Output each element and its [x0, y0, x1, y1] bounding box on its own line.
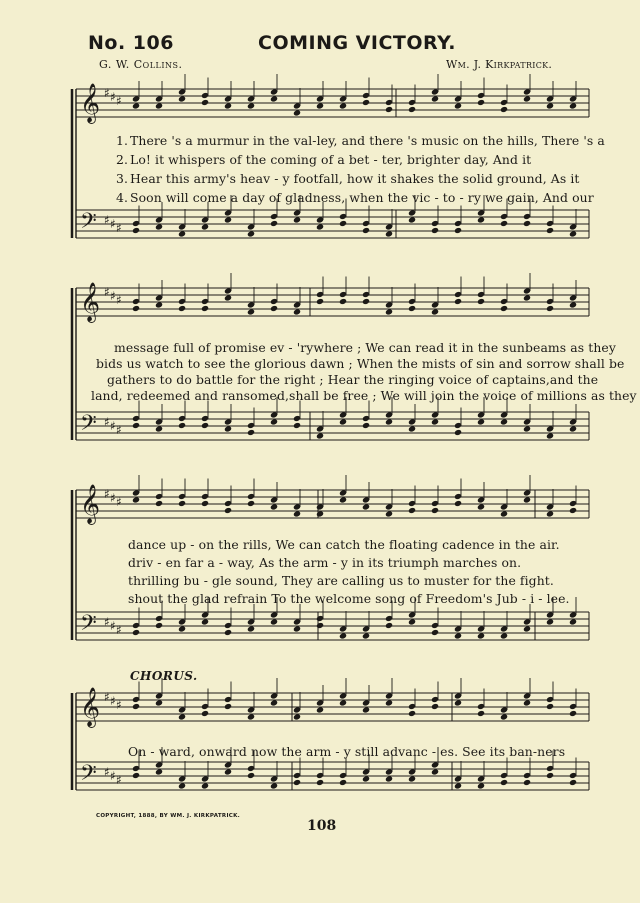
bass-clef-icon: 𝄢 — [80, 761, 97, 791]
note-head — [454, 298, 462, 305]
note-head — [270, 220, 278, 227]
note-head — [339, 102, 347, 109]
note-head — [408, 775, 416, 782]
sharp-icon: ♯ — [116, 698, 122, 712]
note-head — [500, 713, 508, 720]
note-head — [477, 503, 485, 510]
note-head — [546, 510, 554, 517]
note-head — [293, 625, 301, 632]
note-head — [316, 223, 324, 230]
note-head — [523, 496, 531, 503]
lyric-line: shout the glad refrain To the welcome song of Freedom's Jub - i - lee. — [128, 591, 570, 606]
note-head — [316, 622, 324, 629]
note-head — [339, 779, 347, 786]
note-head — [247, 429, 255, 436]
note-head — [132, 305, 140, 312]
composer-credit: Wm. J. Kirkpatrick. — [446, 58, 553, 71]
note-head — [569, 301, 577, 308]
bass-clef-icon: 𝄢 — [80, 209, 97, 239]
note-head — [546, 618, 554, 625]
note-head — [431, 227, 439, 234]
note-head — [201, 500, 209, 507]
note-head — [523, 425, 531, 432]
note-head — [247, 500, 255, 507]
treble-clef-icon: 𝄞 — [80, 484, 101, 524]
note-head — [224, 629, 232, 636]
sharp-icon: ♯ — [116, 94, 122, 108]
sharp-icon: ♯ — [110, 694, 116, 708]
note-head — [477, 418, 485, 425]
note-head — [339, 632, 347, 639]
note-head — [224, 768, 232, 775]
sharp-icon: ♯ — [110, 289, 116, 303]
note-head — [500, 106, 508, 113]
note-head — [523, 699, 531, 706]
note-head — [178, 625, 186, 632]
note-head — [431, 418, 439, 425]
note-head — [408, 106, 416, 113]
note-head — [477, 298, 485, 305]
note-head — [247, 713, 255, 720]
note-head — [270, 782, 278, 789]
note-head — [155, 301, 163, 308]
note-head — [569, 425, 577, 432]
hymn-number: No. 106 — [88, 32, 174, 54]
note-head — [293, 308, 301, 315]
chorus-label: CHORUS. — [130, 669, 198, 683]
note-head — [431, 629, 439, 636]
note-head — [132, 496, 140, 503]
note-head — [178, 422, 186, 429]
note-head — [362, 422, 370, 429]
note-head — [224, 294, 232, 301]
note-head — [385, 510, 393, 517]
note-head — [201, 782, 209, 789]
note-head — [477, 99, 485, 106]
note-head — [293, 422, 301, 429]
sharp-icon: ♯ — [110, 769, 116, 783]
note-head — [247, 308, 255, 315]
note-head — [224, 507, 232, 514]
note-head — [385, 418, 393, 425]
note-head — [385, 230, 393, 237]
note-head — [316, 298, 324, 305]
note-head — [293, 713, 301, 720]
note-head — [339, 496, 347, 503]
note-head — [316, 510, 324, 517]
note-head — [362, 298, 370, 305]
note-head — [247, 625, 255, 632]
note-head — [132, 227, 140, 234]
sharp-icon: ♯ — [116, 293, 122, 307]
note-head — [362, 632, 370, 639]
note-head — [454, 500, 462, 507]
note-head — [201, 305, 209, 312]
page-number: 108 — [307, 818, 337, 834]
note-head — [362, 775, 370, 782]
note-head — [454, 102, 462, 109]
note-head — [316, 706, 324, 713]
note-head — [155, 425, 163, 432]
note-head — [385, 699, 393, 706]
sharp-icon: ♯ — [104, 213, 110, 227]
note-head — [500, 418, 508, 425]
sharp-icon: ♯ — [104, 86, 110, 100]
note-head — [431, 768, 439, 775]
treble-clef-icon: 𝄞 — [80, 687, 101, 727]
note-head — [247, 102, 255, 109]
note-head — [316, 432, 324, 439]
note-head — [477, 782, 485, 789]
bass-clef-icon: 𝄢 — [80, 611, 97, 641]
note-head — [224, 102, 232, 109]
note-head — [155, 223, 163, 230]
lyric-line: dance up - on the rills, We can catch the floating cadence in the air. — [128, 537, 560, 552]
note-head — [569, 779, 577, 786]
note-head — [431, 95, 439, 102]
sharp-icon: ♯ — [104, 765, 110, 779]
note-head — [362, 503, 370, 510]
sharp-icon: ♯ — [110, 90, 116, 104]
note-head — [523, 95, 531, 102]
note-head — [523, 625, 531, 632]
note-head — [178, 230, 186, 237]
note-head — [293, 109, 301, 116]
author-credit: G. W. Collins. — [99, 58, 183, 71]
note-head — [178, 782, 186, 789]
lyric-line: driv - en far a - way, As the arm - y in its triumph marches on. — [128, 555, 522, 570]
lyric-line: 2. Lo! it whispers of the coming of a bet - ter, brighter day, And it — [116, 152, 532, 167]
note-head — [569, 618, 577, 625]
lyric-line: gathers to do battle for the right ; Hear the ringing voice of captains,and the — [107, 372, 599, 387]
lyric-line: 4. Soon will come a day of gladness, when the vic - to - ry we gain, And our — [116, 190, 594, 205]
note-head — [500, 779, 508, 786]
note-head — [454, 429, 462, 436]
note-head — [178, 95, 186, 102]
note-head — [132, 422, 140, 429]
note-head — [270, 699, 278, 706]
note-head — [385, 308, 393, 315]
bass-clef-icon: 𝄢 — [80, 411, 97, 441]
note-head — [523, 220, 531, 227]
sharp-icon: ♯ — [110, 217, 116, 231]
note-head — [546, 305, 554, 312]
lyric-line: 3. Hear this army's heav - y footfall, how it shakes the solid ground, As it — [116, 171, 580, 186]
note-head — [155, 102, 163, 109]
copyright-notice: COPYRIGHT, 1888, BY WM. J. KIRKPATRICK. — [96, 813, 241, 819]
sharp-icon: ♯ — [104, 487, 110, 501]
note-head — [408, 425, 416, 432]
note-head — [408, 216, 416, 223]
note-head — [316, 102, 324, 109]
note-head — [569, 507, 577, 514]
note-head — [132, 102, 140, 109]
treble-clef-icon: 𝄞 — [80, 282, 101, 322]
sharp-icon: ♯ — [104, 615, 110, 629]
note-head — [385, 622, 393, 629]
note-head — [454, 227, 462, 234]
note-head — [224, 216, 232, 223]
note-head — [224, 425, 232, 432]
note-head — [408, 305, 416, 312]
sharp-icon: ♯ — [116, 423, 122, 437]
sharp-icon: ♯ — [110, 619, 116, 633]
note-head — [546, 432, 554, 439]
note-head — [546, 102, 554, 109]
note-head — [293, 779, 301, 786]
note-head — [454, 782, 462, 789]
lyric-line: bids us watch to see the glorious dawn ; When the mists of sin and sorrow shall be — [96, 356, 625, 371]
note-head — [546, 227, 554, 234]
sharp-icon: ♯ — [110, 419, 116, 433]
hymn-title: COMING VICTORY. — [258, 32, 456, 54]
note-head — [155, 500, 163, 507]
note-head — [431, 308, 439, 315]
note-head — [500, 510, 508, 517]
sharp-icon: ♯ — [104, 415, 110, 429]
note-head — [339, 418, 347, 425]
note-head — [408, 618, 416, 625]
note-head — [339, 298, 347, 305]
note-head — [224, 703, 232, 710]
note-head — [201, 422, 209, 429]
lyric-line: thrilling bu - gle sound, They are calling us to muster for the fight. — [128, 573, 554, 588]
note-head — [523, 779, 531, 786]
note-head — [201, 618, 209, 625]
note-head — [155, 622, 163, 629]
note-head — [201, 223, 209, 230]
note-head — [339, 220, 347, 227]
sharp-icon: ♯ — [104, 285, 110, 299]
note-head — [385, 106, 393, 113]
note-head — [132, 629, 140, 636]
note-head — [270, 418, 278, 425]
note-head — [155, 699, 163, 706]
note-head — [270, 503, 278, 510]
note-head — [270, 95, 278, 102]
note-head — [385, 775, 393, 782]
note-head — [431, 703, 439, 710]
note-head — [201, 710, 209, 717]
note-head — [500, 305, 508, 312]
note-head — [132, 703, 140, 710]
note-head — [500, 220, 508, 227]
sharp-icon: ♯ — [104, 690, 110, 704]
note-head — [293, 216, 301, 223]
sharp-icon: ♯ — [116, 495, 122, 509]
note-head — [569, 102, 577, 109]
note-head — [339, 699, 347, 706]
note-head — [362, 99, 370, 106]
treble-clef-icon: 𝄞 — [80, 83, 101, 123]
note-head — [155, 768, 163, 775]
note-head — [454, 699, 462, 706]
note-head — [408, 507, 416, 514]
sharp-icon: ♯ — [116, 221, 122, 235]
note-head — [431, 507, 439, 514]
note-head — [201, 99, 209, 106]
note-head — [316, 779, 324, 786]
note-head — [477, 216, 485, 223]
note-head — [362, 227, 370, 234]
note-head — [178, 713, 186, 720]
lyric-line: 1. There 's a murmur in the val-ley, and there 's music on the hills, There 's a — [116, 133, 605, 148]
note-head — [454, 632, 462, 639]
note-head — [178, 500, 186, 507]
note-head — [569, 230, 577, 237]
note-head — [270, 618, 278, 625]
note-head — [247, 230, 255, 237]
lyric-line: land, redeemed and ransomed,shall be free ; We will join the voice of millions as they — [91, 388, 637, 403]
note-head — [408, 710, 416, 717]
note-head — [178, 305, 186, 312]
note-head — [132, 772, 140, 779]
note-head — [477, 632, 485, 639]
sharp-icon: ♯ — [110, 491, 116, 505]
note-head — [362, 706, 370, 713]
lyric-line: message full of promise ev - 'rywhere ; We can read it in the sunbeams as they — [114, 340, 616, 355]
note-head — [293, 510, 301, 517]
note-head — [546, 772, 554, 779]
note-head — [546, 703, 554, 710]
note-head — [523, 294, 531, 301]
lyric-line: On - ward, onward now the arm - y still advanc - es. See its ban-ners — [128, 744, 566, 759]
sharp-icon: ♯ — [116, 623, 122, 637]
note-head — [500, 632, 508, 639]
note-head — [477, 710, 485, 717]
note-head — [270, 305, 278, 312]
sharp-icon: ♯ — [116, 773, 122, 787]
note-head — [569, 710, 577, 717]
note-head — [247, 772, 255, 779]
